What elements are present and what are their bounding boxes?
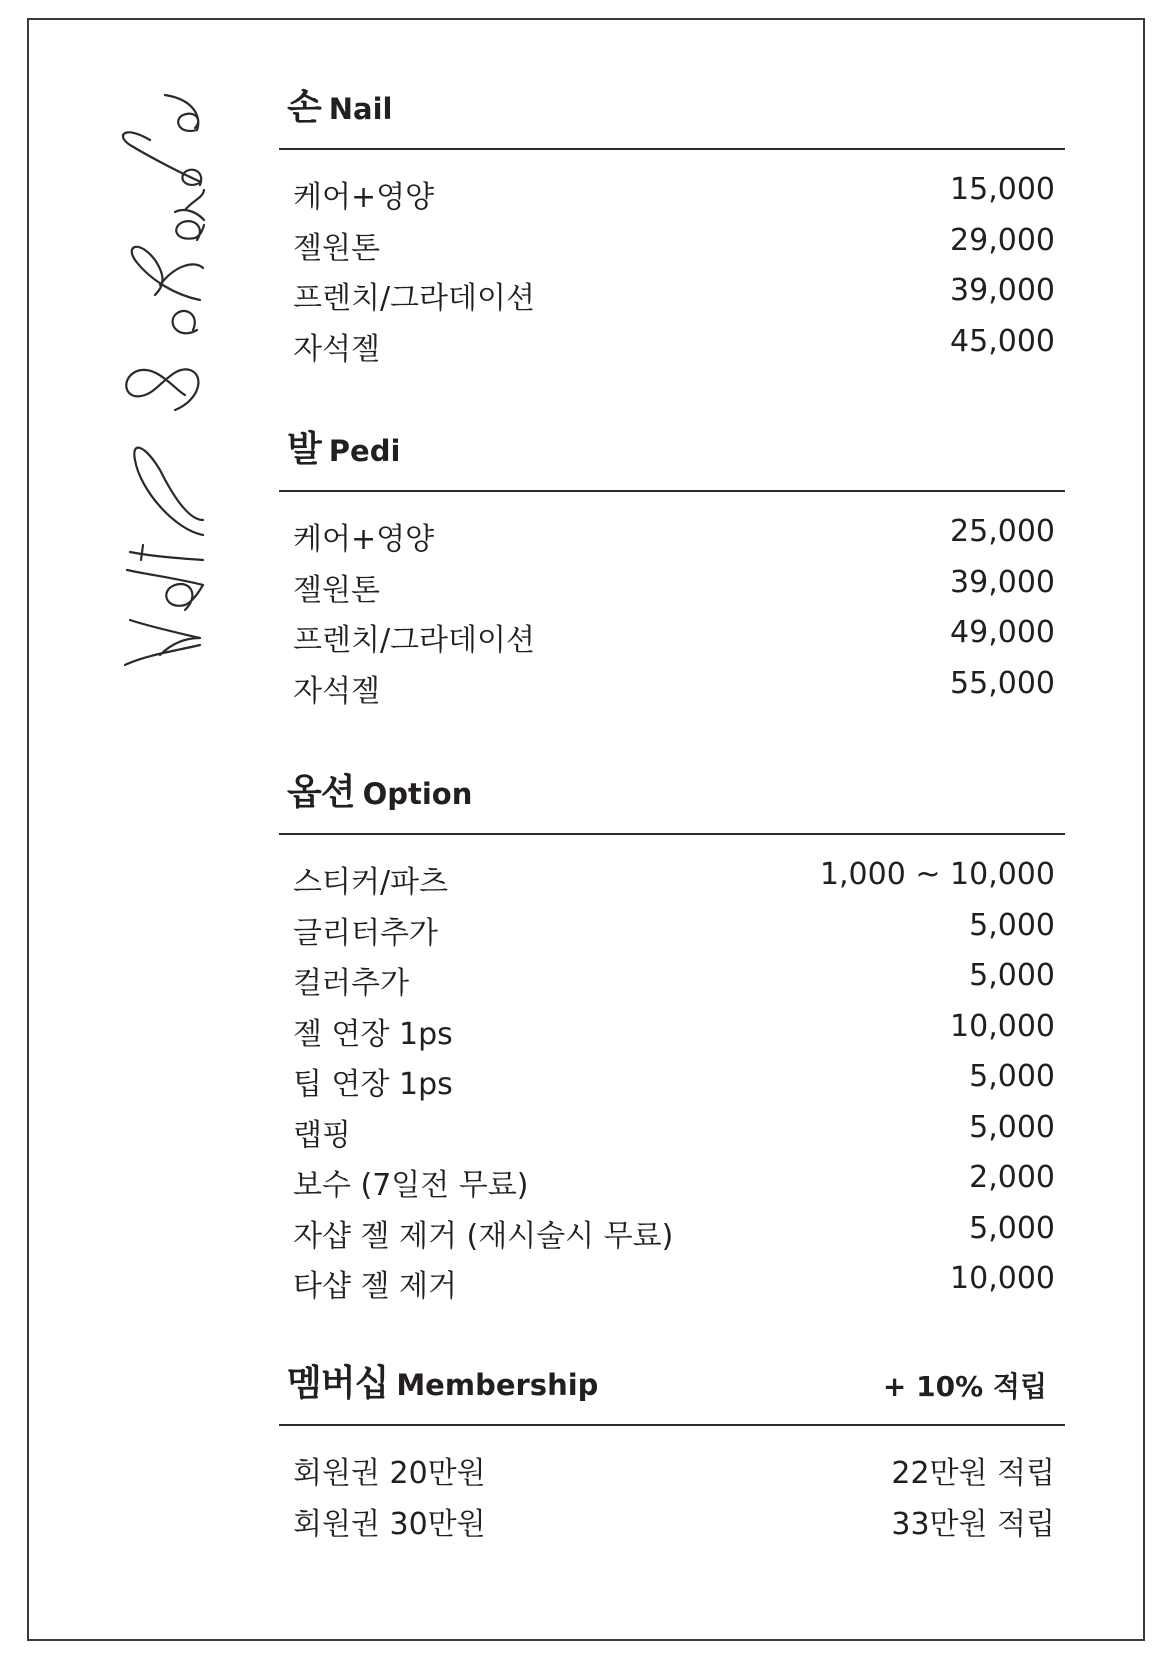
item-name: 보수 (7일전 무료) xyxy=(293,1168,529,1203)
item-price: 29,000 xyxy=(950,222,1055,258)
item-name: 젤원톤 xyxy=(293,230,380,266)
item-name: 글리터추가 xyxy=(293,915,438,951)
menu-item xyxy=(279,1495,1065,1546)
signature-logo xyxy=(105,90,210,670)
item-name: 스티커/파츠 xyxy=(293,865,449,900)
item-name: 회원권 30만원 xyxy=(293,1506,486,1542)
item-price: 39,000 xyxy=(950,564,1055,600)
menu-item xyxy=(279,1106,1065,1157)
item-price: 49,000 xyxy=(950,615,1055,650)
item-name: 자석젤 xyxy=(293,673,380,709)
item-price: 5,000 xyxy=(969,958,1055,993)
section-title-ko: 멤버십 xyxy=(287,1363,389,1404)
menu-item xyxy=(279,1444,1065,1495)
menu-item xyxy=(279,510,1065,561)
menu-item xyxy=(279,1156,1065,1207)
menu-item xyxy=(279,611,1065,662)
section-nail xyxy=(279,86,1065,370)
section-header xyxy=(279,771,1065,835)
item-name: 자샵 젤 제거 (재시술시 무료) xyxy=(293,1218,674,1254)
item-price: 5,000 xyxy=(969,907,1055,943)
section-title xyxy=(287,764,472,815)
item-price: 25,000 xyxy=(950,514,1055,549)
menu-item xyxy=(279,662,1065,713)
item-name: 프렌치/그라데이션 xyxy=(293,281,535,316)
menu-item xyxy=(279,1257,1065,1308)
section-title-en: Pedi xyxy=(328,434,401,468)
item-name: 프렌치/그라데이션 xyxy=(293,623,535,658)
section-title-ko: 옵션 xyxy=(287,772,355,813)
menu-item xyxy=(279,320,1065,371)
menu-item xyxy=(279,269,1065,320)
item-name: 젤원톤 xyxy=(293,572,380,608)
section-membership xyxy=(279,1362,1065,1545)
menu-item xyxy=(279,561,1065,612)
menu-item xyxy=(279,168,1065,219)
item-name: 회원권 20만원 xyxy=(293,1456,486,1491)
section-title xyxy=(287,1355,598,1406)
item-price: 10,000 xyxy=(950,1008,1055,1044)
menu-item xyxy=(279,1055,1065,1106)
item-name: 타샵 젤 제거 xyxy=(293,1269,457,1304)
section-option xyxy=(279,771,1065,1308)
section-pedi xyxy=(279,428,1065,712)
item-name: 케어+영양 xyxy=(293,180,435,215)
item-name: 젤 연장 1ps xyxy=(293,1016,453,1052)
section-title-en: Nail xyxy=(328,92,393,126)
item-price: 5,000 xyxy=(969,1210,1055,1246)
item-price: 22만원 적립 xyxy=(891,1456,1055,1491)
membership-bonus-note: + 10% 적립 xyxy=(882,1370,1047,1403)
section-title xyxy=(287,79,393,130)
section-title-en: Option xyxy=(362,777,473,811)
item-price: 5,000 xyxy=(969,1059,1055,1094)
item-name: 랩핑 xyxy=(293,1117,351,1153)
section-header xyxy=(279,1362,1065,1426)
section-header xyxy=(279,86,1065,150)
item-price: 1,000 ~ 10,000 xyxy=(819,857,1055,892)
item-name: 케어+영양 xyxy=(293,522,435,557)
item-price: 55,000 xyxy=(950,665,1055,701)
item-price: 2,000 xyxy=(969,1160,1055,1195)
section-title-ko: 손 xyxy=(287,87,321,128)
section-title xyxy=(287,421,400,472)
item-price: 10,000 xyxy=(950,1261,1055,1296)
menu-item xyxy=(279,954,1065,1005)
item-price: 15,000 xyxy=(950,172,1055,207)
section-title-ko: 발 xyxy=(287,429,321,470)
item-name: 자석젤 xyxy=(293,331,380,367)
menu-item xyxy=(279,219,1065,270)
item-name: 컬러추가 xyxy=(293,966,409,1001)
menu-item xyxy=(279,853,1065,904)
item-price: 33만원 적립 xyxy=(891,1506,1055,1542)
item-name: 팁 연장 1ps xyxy=(293,1067,453,1102)
item-price: 45,000 xyxy=(950,323,1055,359)
menu-item xyxy=(279,904,1065,955)
section-title-en: Membership xyxy=(396,1368,599,1402)
item-price: 5,000 xyxy=(969,1109,1055,1145)
menu-item xyxy=(279,1207,1065,1258)
menu-item xyxy=(279,1005,1065,1056)
item-price: 39,000 xyxy=(950,273,1055,308)
section-header xyxy=(279,428,1065,492)
